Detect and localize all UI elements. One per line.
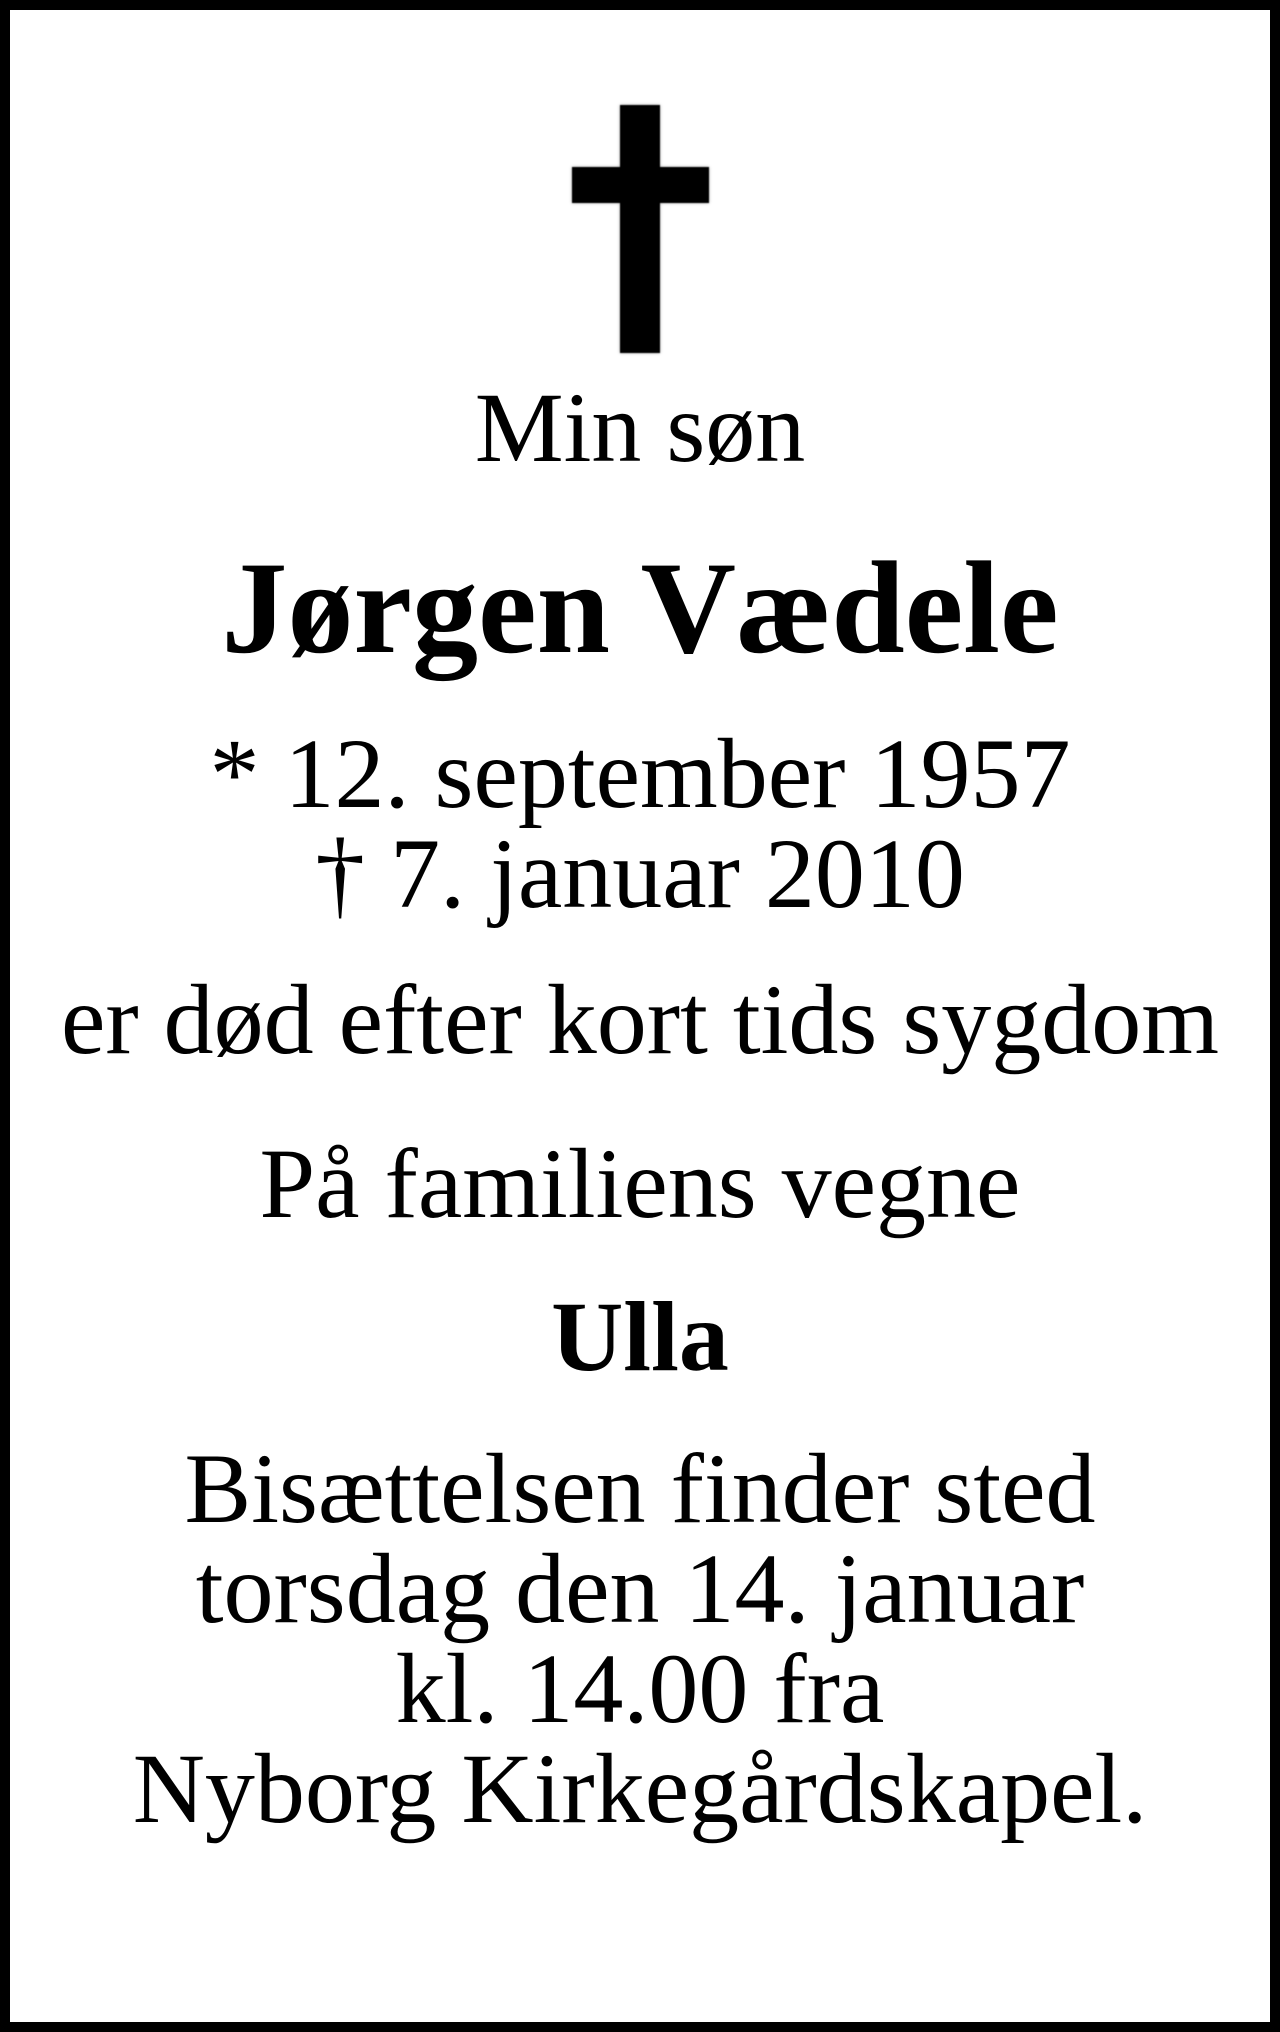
latin-cross-icon [572,105,709,353]
deceased-name: Jørgen Vædele [221,534,1059,681]
funeral-line-4: Nyborg Kirkegårdskapel. [132,1733,1148,1844]
relation-line: Min søn [474,372,806,483]
death-date-line: † 7. januar 2010 [315,818,965,929]
birth-date-line: * 12. september 1957 [209,718,1071,829]
cross-horizontal-bar [572,167,709,203]
death-statement-line: er død efter kort tids sygdom [60,964,1220,1075]
signature-name: Ulla [551,1281,729,1392]
life-dates [10,718,1270,929]
funeral-line-2: torsdag den 14. januar [195,1533,1085,1644]
on-behalf-line: På familiens vegne [259,1128,1021,1239]
cross-vertical-bar [620,105,660,353]
funeral-line-1: Bisættelsen finder sted [184,1433,1096,1544]
funeral-details [10,1433,1270,1844]
funeral-line-3: kl. 14.00 fra [395,1633,885,1744]
